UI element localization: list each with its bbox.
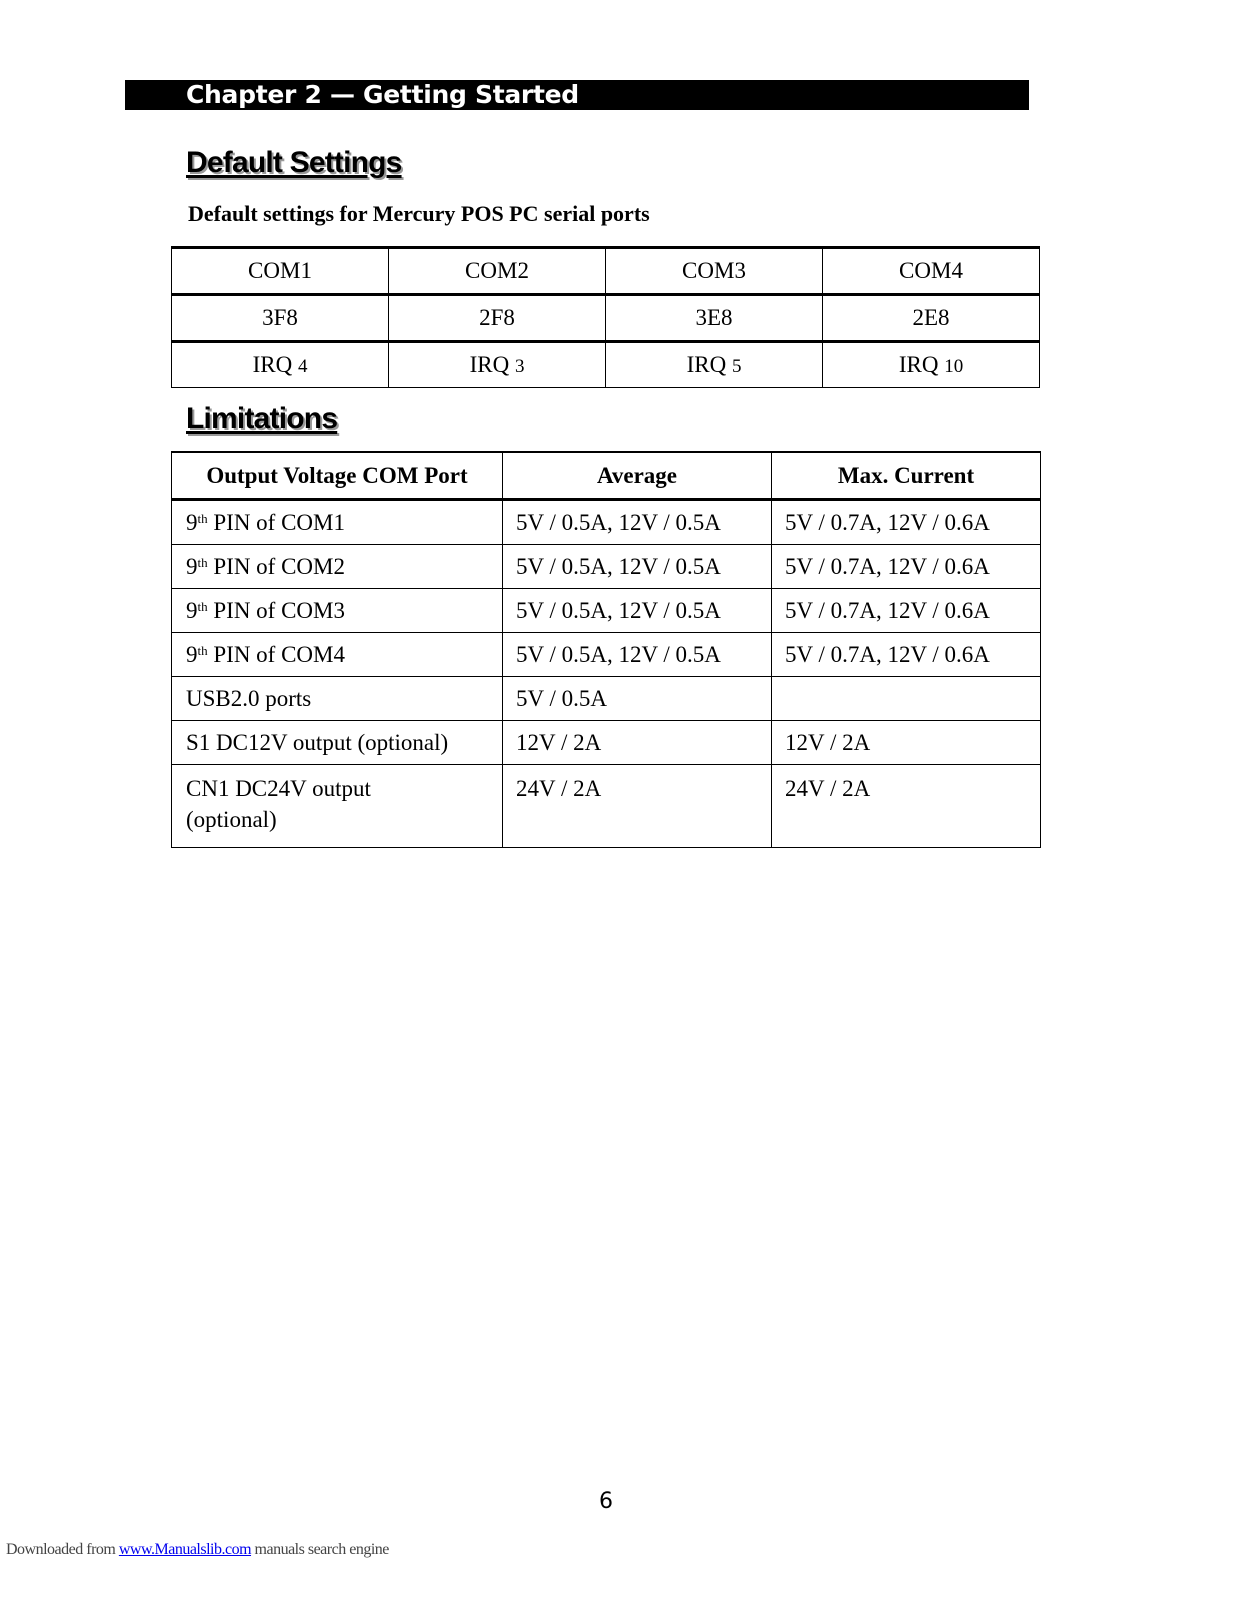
default-settings-caption: Default settings for Mercury POS PC serial ports (188, 201, 650, 226)
table-cell: 5V / 0.7A, 12V / 0.6A (772, 545, 1041, 589)
row-label: PIN of COM4 (207, 641, 345, 667)
table-row (172, 500, 1041, 545)
column-header: Output Voltage COM Port (172, 452, 503, 500)
ordinal-number: 9 (186, 509, 198, 535)
table-row (172, 721, 1041, 765)
table-cell: S1 DC12V output (optional) (172, 721, 503, 765)
table-cell: 12V / 2A (503, 721, 772, 765)
page-number: 6 (599, 1489, 613, 1514)
table-cell (172, 765, 503, 848)
table-row (172, 342, 1040, 388)
ordinal-number: 9 (186, 597, 198, 623)
row-label: CN1 DC24V output (186, 776, 371, 801)
irq-number: 5 (731, 356, 742, 377)
table-cell (606, 342, 823, 388)
table-row (172, 589, 1041, 633)
ordinal-number: 9 (186, 641, 198, 667)
irq-label: IRQ (898, 352, 939, 377)
table-row (172, 677, 1041, 721)
footer (6, 1541, 389, 1559)
table-header-row (172, 452, 1041, 500)
ordinal-suffix: th (197, 554, 208, 570)
table-cell: COM3 (606, 248, 823, 295)
table-cell: COM4 (823, 248, 1040, 295)
table-row (172, 545, 1041, 589)
irq-label: IRQ (686, 352, 727, 377)
table-cell (389, 342, 606, 388)
table-cell: 5V / 0.5A, 12V / 0.5A (503, 633, 772, 677)
irq-number: 4 (297, 356, 308, 377)
irq-number: 3 (514, 356, 525, 377)
table-cell: 2E8 (823, 295, 1040, 342)
ordinal-suffix: th (197, 642, 208, 658)
manualslib-link[interactable]: www.Manualslib.com (118, 1541, 252, 1558)
limitations-table (171, 451, 1041, 848)
column-header: Max. Current (772, 452, 1041, 500)
table-cell: 5V / 0.5A, 12V / 0.5A (503, 545, 772, 589)
table-cell (172, 500, 503, 545)
table-cell: 5V / 0.7A, 12V / 0.6A (772, 500, 1041, 545)
table-row (172, 765, 1041, 848)
table-cell (172, 633, 503, 677)
table-cell: COM2 (389, 248, 606, 295)
chapter-header-bar (125, 80, 1029, 110)
table-cell (772, 677, 1041, 721)
footer-prefix: Downloaded from (6, 1541, 119, 1558)
row-label: PIN of COM3 (207, 597, 345, 623)
irq-label: IRQ (252, 352, 293, 377)
ordinal-suffix: th (197, 598, 208, 614)
table-cell (172, 545, 503, 589)
default-settings-heading: Default Settings (186, 146, 402, 179)
chapter-title: Chapter 2 — Getting Started (186, 80, 579, 109)
table-cell: USB2.0 ports (172, 677, 503, 721)
table-cell: 3E8 (606, 295, 823, 342)
ordinal-suffix: th (197, 510, 208, 526)
table-row (172, 633, 1041, 677)
table-cell: 24V / 2A (772, 765, 1041, 848)
column-header: Average (503, 452, 772, 500)
table-cell (172, 589, 503, 633)
table-cell: COM1 (172, 248, 389, 295)
ordinal-number: 9 (186, 553, 198, 579)
default-settings-table (171, 246, 1040, 388)
row-label: PIN of COM2 (207, 553, 345, 579)
table-cell: 5V / 0.7A, 12V / 0.6A (772, 589, 1041, 633)
table-row (172, 248, 1040, 295)
table-cell: 2F8 (389, 295, 606, 342)
irq-number: 10 (944, 356, 964, 377)
row-label: PIN of COM1 (207, 509, 345, 535)
footer-suffix: manuals search engine (251, 1541, 389, 1558)
table-cell (172, 342, 389, 388)
table-cell: 24V / 2A (503, 765, 772, 848)
table-cell: 5V / 0.7A, 12V / 0.6A (772, 633, 1041, 677)
table-cell: 12V / 2A (772, 721, 1041, 765)
table-cell (823, 342, 1040, 388)
table-cell: 5V / 0.5A, 12V / 0.5A (503, 500, 772, 545)
table-cell: 5V / 0.5A (503, 677, 772, 721)
table-row (172, 295, 1040, 342)
table-cell: 5V / 0.5A, 12V / 0.5A (503, 589, 772, 633)
irq-label: IRQ (469, 352, 510, 377)
row-label: (optional) (186, 807, 277, 832)
limitations-heading: Limitations (186, 402, 338, 435)
table-cell: 3F8 (172, 295, 389, 342)
